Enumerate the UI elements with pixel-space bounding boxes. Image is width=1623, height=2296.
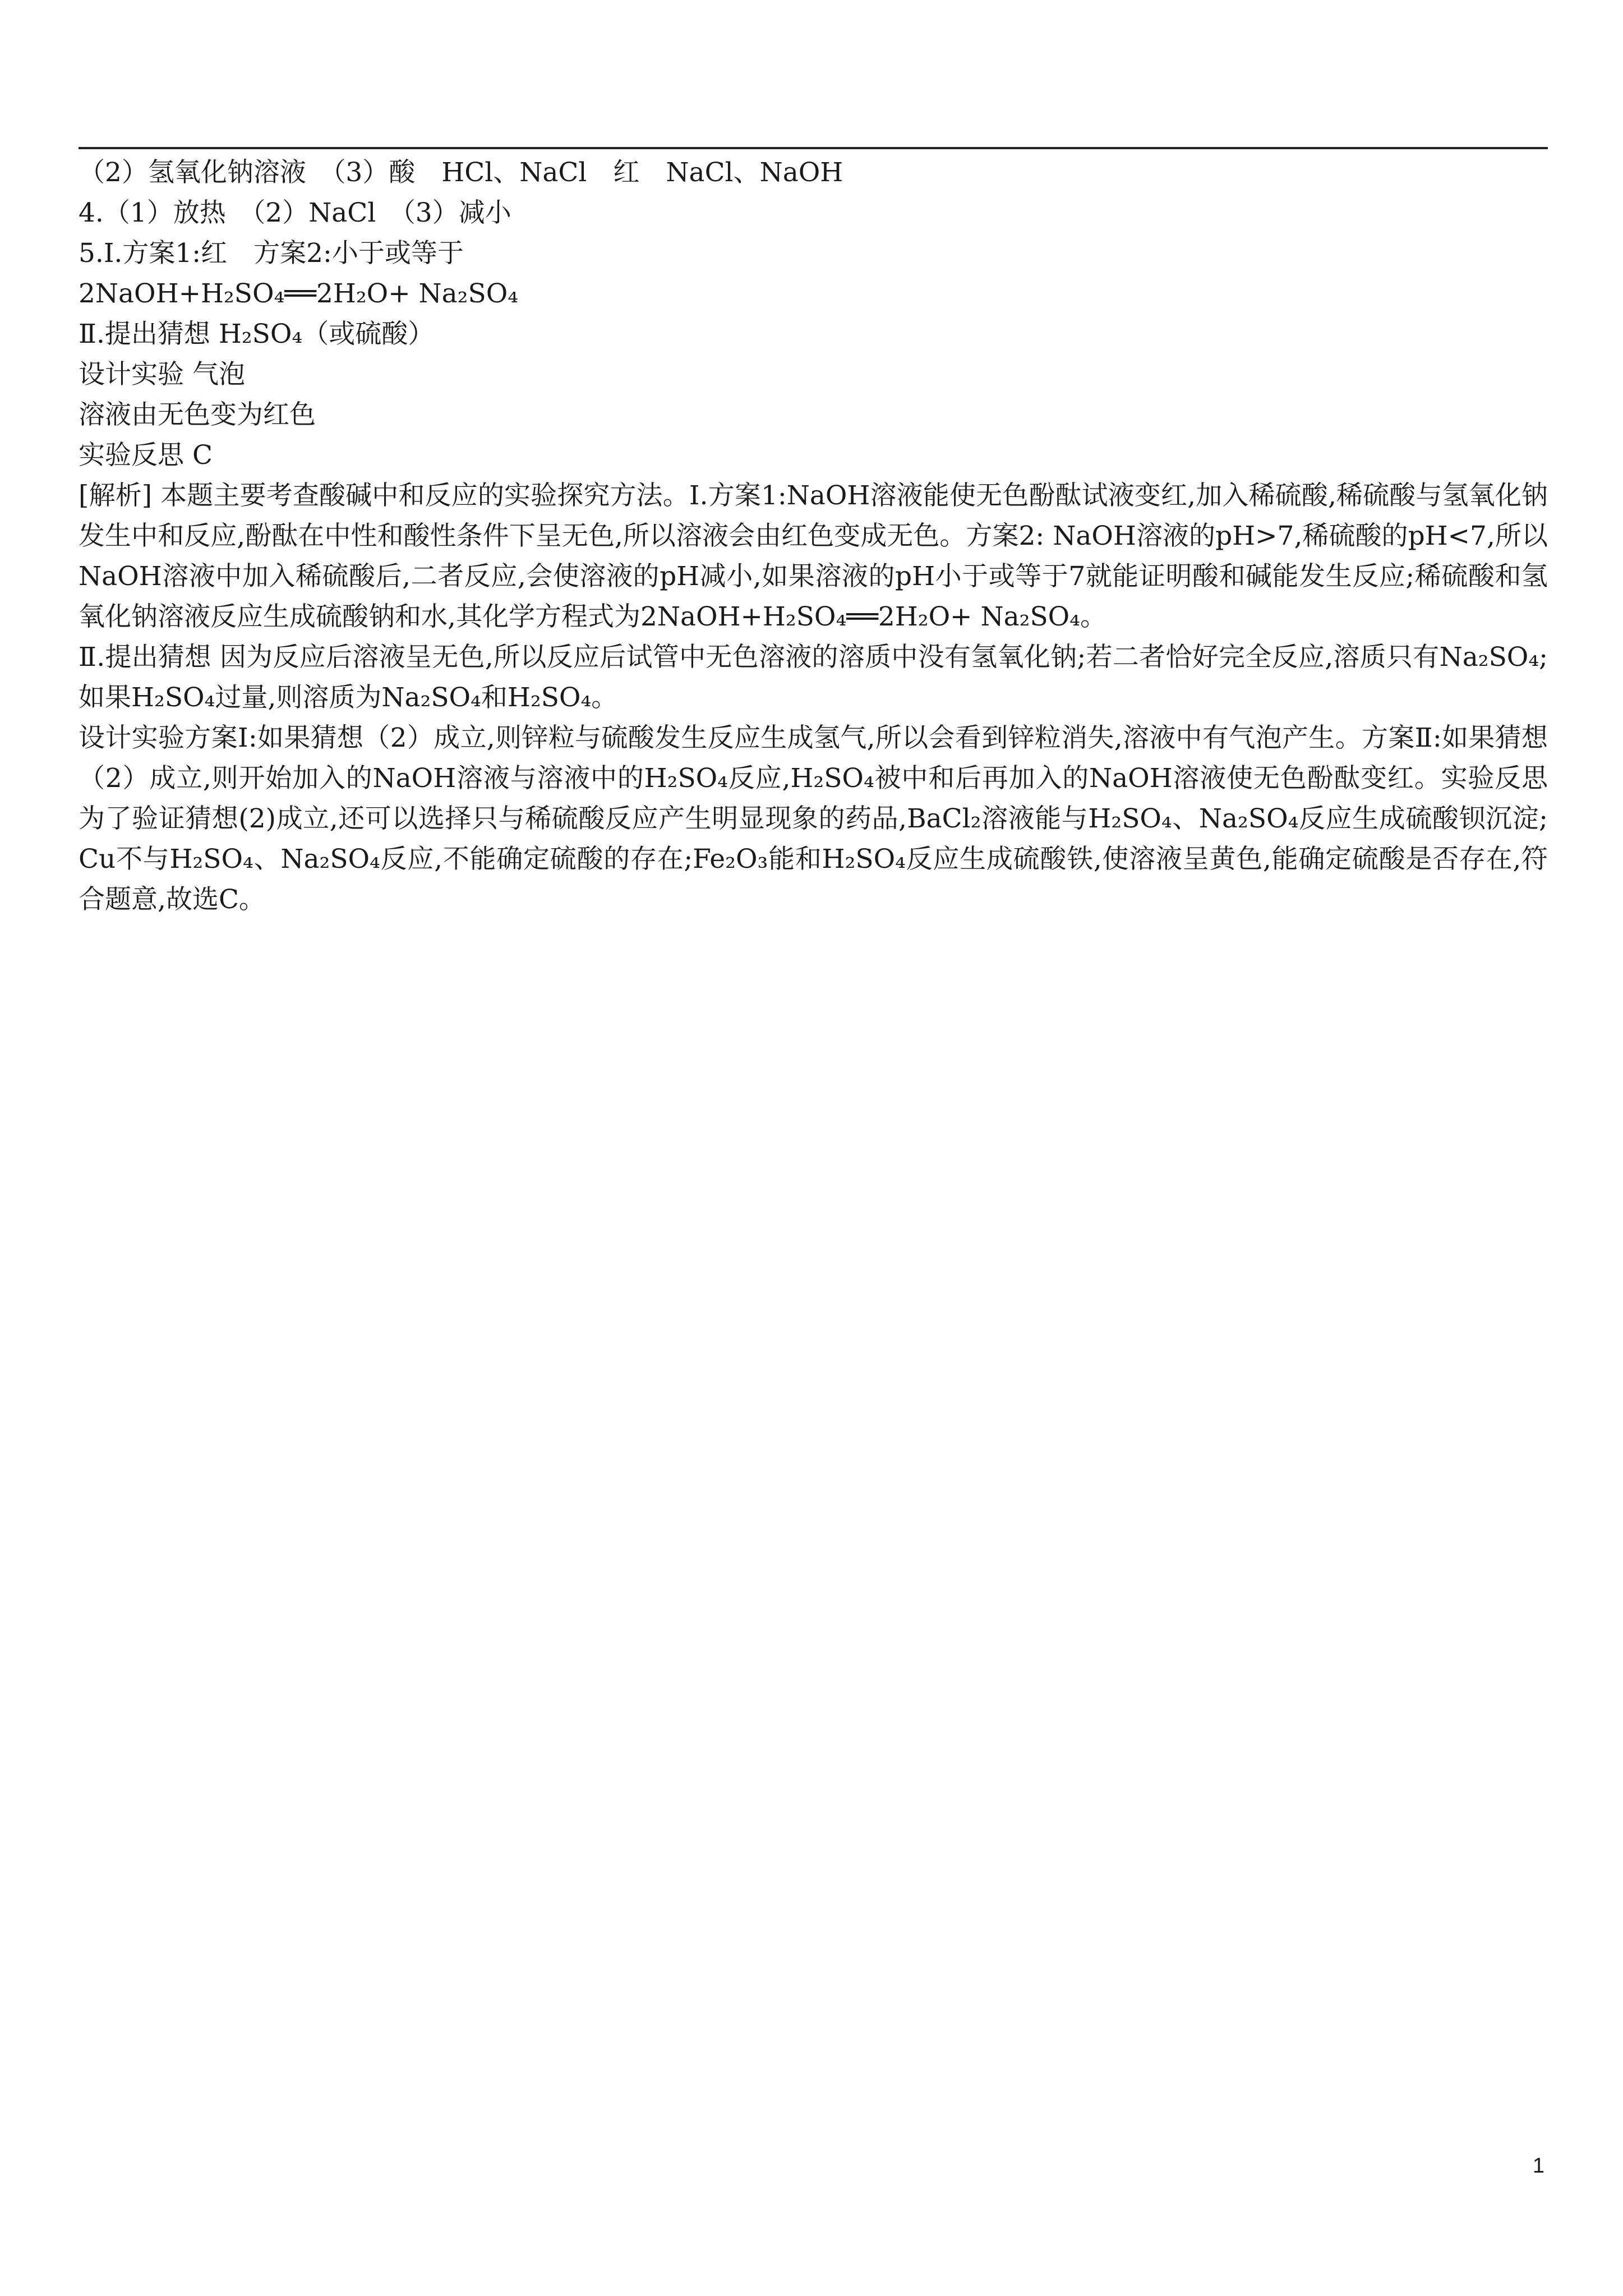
answer-content xyxy=(79,153,1548,920)
answer-line-q3: （2）氢氧化钠溶液 （3）酸 HCl、NaCl 红 NaCl、NaOH xyxy=(79,157,843,188)
answer-line-q5-2: Ⅱ.提出猜想 H₂SO₄（或硫酸） xyxy=(79,319,435,349)
analysis-paragraph-1: [解析] 本题主要考查酸碱中和反应的实验探究方法。Ⅰ.方案1:NaOH溶液能使无色酚酞试液变红,加入稀硫酸,稀硫酸与氢氧化钠发生中和反应,酚酞在中性和酸性条件下呈无色,所以溶液会由红色变成无色。方案2: NaOH溶液的pH>7,稀硫酸的pH<7,所以NaOH溶液中加入稀硫酸后,二者反应,会使溶液的pH减小,如果溶液的pH小于或等于7就能证明酸和碱能发生反应;稀硫酸和氢氧化钠溶液反应生成硫酸钠和水,其化学方程式为2NaOH+H₂SO₄══2H₂O+ Na₂SO₄。 xyxy=(79,480,1548,632)
answer-line-q5-4: 溶液由无色变为红色 xyxy=(79,399,316,430)
analysis-paragraph-2: Ⅱ.提出猜想 因为反应后溶液呈无色,所以反应后试管中无色溶液的溶质中没有氢氧化钠;若二者恰好完全反应,溶质只有Na₂SO₄;如果H₂SO₄过量,则溶质为Na₂SO₄和H₂SO₄。 xyxy=(79,642,1548,713)
answer-line-q5-1: 5.Ⅰ.方案1:红 方案2:小于或等于 xyxy=(79,238,464,269)
analysis-paragraph-3: 设计实验方案Ⅰ:如果猜想（2）成立,则锌粒与硫酸发生反应生成氢气,所以会看到锌粒消失,溶液中有气泡产生。方案Ⅱ:如果猜想（2）成立,则开始加入的NaOH溶液与溶液中的H₂SO₄反应,H₂SO₄被中和后再加入的NaOH溶液使无色酚酞变红。实验反思 为了验证猜想(2)成立,还可以选择只与稀硫酸反应产生明显现象的药品,BaCl₂溶液能与H₂SO₄、Na₂SO₄反应生成硫酸钡沉淀;Cu不与H₂SO₄、Na₂SO₄反应,不能确定硫酸的存在;Fe₂O₃能和H₂SO₄反应生成硫酸铁,使溶液呈黄色,能确定硫酸是否存在,符合题意,故选C。 xyxy=(79,723,1548,915)
answer-line-q5-equation: 2NaOH+H₂SO₄══2H₂O+ Na₂SO₄ xyxy=(79,278,519,309)
page-number: 1 xyxy=(1532,2154,1544,2178)
header-rule xyxy=(79,147,1548,149)
answer-line-q4: 4.（1）放热 （2）NaCl （3）减小 xyxy=(79,197,511,228)
answer-line-q5-5: 实验反思 C xyxy=(79,440,213,471)
answer-line-q5-3: 设计实验 气泡 xyxy=(79,359,245,390)
